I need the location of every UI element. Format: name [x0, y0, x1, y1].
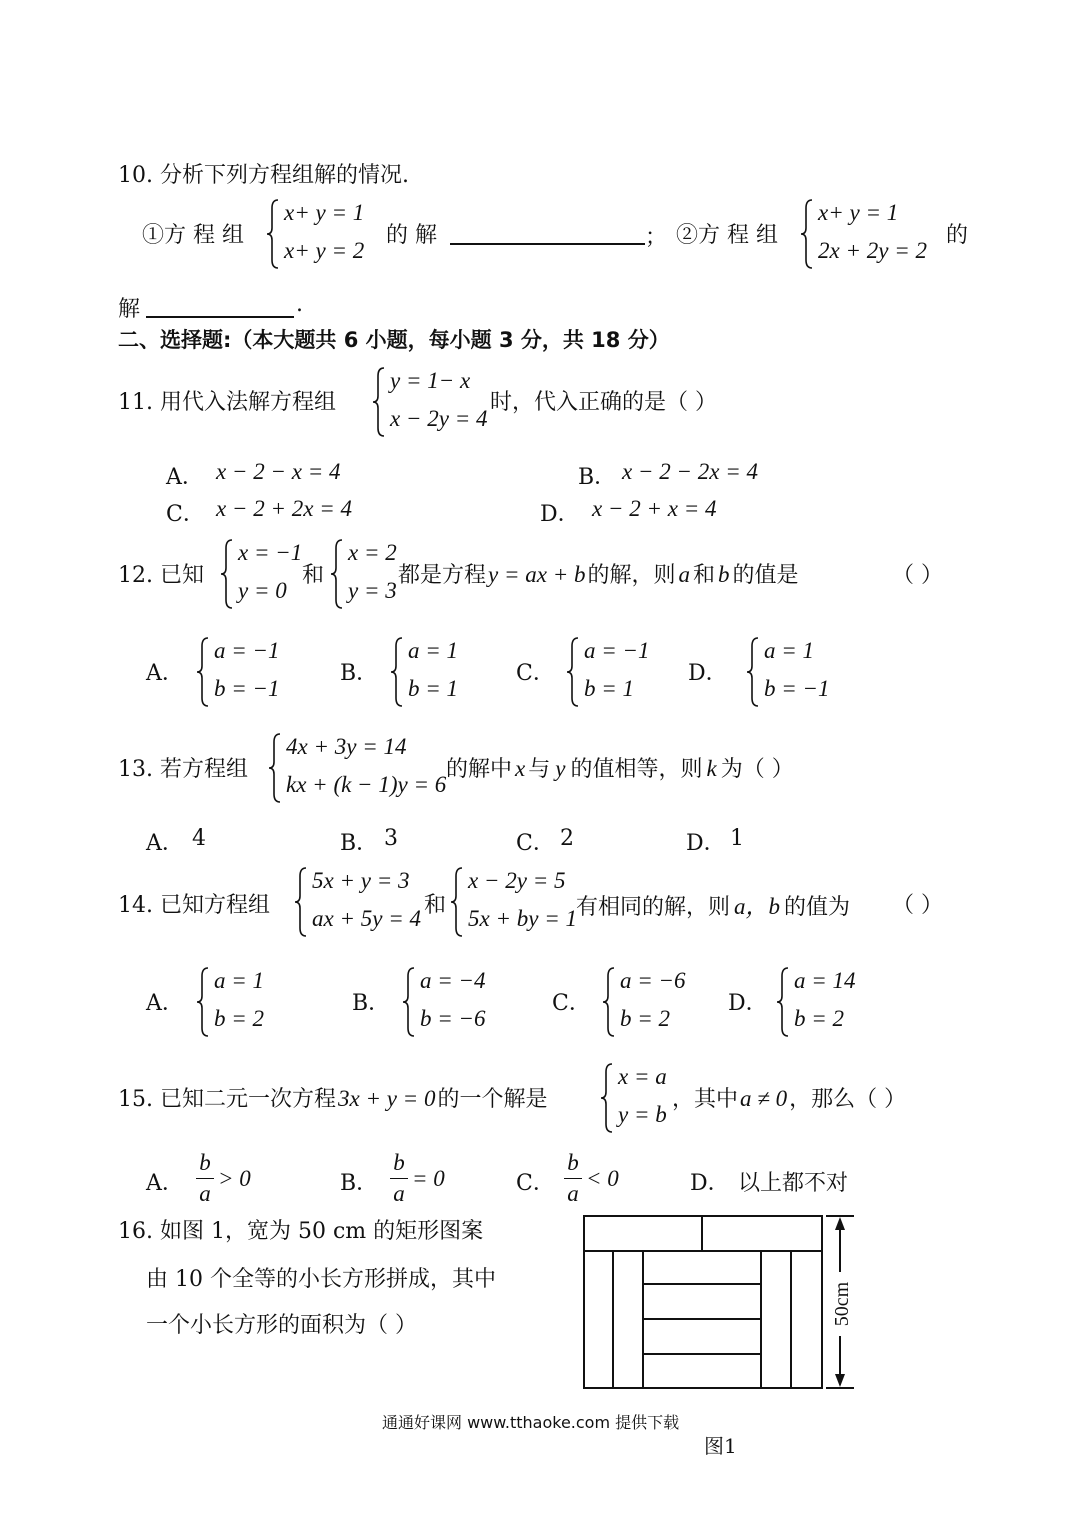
brace-icon: [600, 1062, 614, 1134]
q13-stem-b: [446, 752, 794, 783]
q15-eq2: y = b: [618, 1102, 667, 1127]
section-title: 二、选择题:（本大题共 6 小题，每小题 3 分，共 18 分）: [118, 328, 670, 352]
q14-option-b-eq2: b = −6: [420, 1006, 486, 1031]
q12-option-d-eq1: a = 1: [764, 638, 815, 663]
q14-option-a[interactable]: [196, 966, 296, 1038]
q12-option-c[interactable]: [566, 636, 666, 708]
q10-part2-tail: 的: [946, 223, 969, 248]
q14-option-d-label: D．: [728, 991, 768, 1016]
q13-k: k: [706, 756, 717, 781]
q14-option-c-eq1: a = −6: [620, 968, 686, 993]
q14-option-b[interactable]: [402, 966, 502, 1038]
q11-eq1: y = 1− x: [390, 368, 471, 393]
q11-option-a-label: A．: [166, 465, 204, 490]
q14-s1-eq2: ax + 5y = 4: [312, 906, 421, 931]
q14-stem-b-text: 有相同的解，则: [576, 895, 731, 920]
q13-eq1: 4x + 3y = 14: [286, 734, 407, 759]
q12-s2-eq2: y = 3: [348, 578, 397, 603]
q13-y: y: [555, 756, 566, 781]
brace-icon: [266, 198, 280, 270]
q12-var-b: b: [718, 562, 730, 587]
q11-option-b-label: B．: [578, 465, 617, 490]
q12-option-c-label: C．: [516, 661, 555, 686]
q13-eq2: kx + (k − 1)y = 6: [286, 772, 447, 797]
fraction-bar: [564, 1178, 582, 1179]
q11-option-c-label: C．: [166, 502, 205, 527]
q14-option-d[interactable]: [776, 966, 876, 1038]
dimension-label: 50cm: [831, 1281, 853, 1327]
q11-system: [372, 366, 502, 438]
brace-icon: [800, 198, 814, 270]
q12-option-b-eq2: b = 1: [408, 676, 459, 701]
q13-option-a-label: A．: [146, 831, 184, 856]
q15-option-b-den: a: [393, 1181, 405, 1206]
brace-icon: [330, 538, 344, 610]
q14-option-a-eq2: b = 2: [214, 1006, 265, 1031]
q13-stem-d: 为（ ）: [720, 757, 794, 782]
q13-option-d[interactable]: 1: [730, 826, 744, 851]
brace-icon: [196, 636, 210, 708]
q10-line2-end: .: [296, 292, 303, 317]
q14-system-2: [450, 866, 580, 938]
q14-stem-a: 14. 已知方程组: [118, 893, 270, 918]
q14-stem-c: 的值为: [784, 895, 851, 920]
q15-stem-a-text: 15. 已知二元一次方程: [118, 1087, 336, 1112]
brace-icon: [294, 866, 308, 938]
q15-stem-c-text: ，其中: [672, 1087, 739, 1112]
q12-option-c-eq2: b = 1: [584, 676, 635, 701]
q10-part2-label: ②方 程 组: [676, 223, 778, 248]
q10-line2-head: 解: [118, 297, 141, 322]
q14-option-b-label: B．: [352, 991, 391, 1016]
q12-answer-paren[interactable]: （ ）: [892, 563, 943, 588]
q15-option-c-label: C．: [516, 1171, 555, 1196]
q12-option-b[interactable]: [390, 636, 470, 708]
brace-icon: [196, 966, 210, 1038]
brace-icon: [450, 866, 464, 938]
q16-line2: 由 10 个全等的小长方形拼成，其中: [146, 1267, 496, 1292]
q12-option-d-label: D．: [688, 661, 728, 686]
q15-option-a-den: a: [199, 1181, 211, 1206]
q12-stem-d: 的值是: [732, 563, 799, 588]
q15-option-c-num: b: [567, 1150, 579, 1175]
q15-option-c-rel: < 0: [586, 1166, 619, 1191]
q15-option-a-rel: > 0: [218, 1166, 251, 1191]
q12-option-a-label: A．: [146, 661, 184, 686]
q15-option-d-label: D．: [690, 1171, 730, 1196]
q14-option-a-eq1: a = 1: [214, 968, 265, 993]
q11-stem-b: 时，代入正确的是（ ）: [490, 390, 717, 415]
q12-var-a: a: [678, 562, 690, 587]
q12-and: 和: [693, 563, 716, 588]
q12-system-1: [220, 538, 310, 610]
q14-answer-paren[interactable]: （ ）: [892, 893, 943, 918]
q15-eq1: x = a: [618, 1064, 667, 1089]
q13-stem-a: 13. 若方程组: [118, 757, 248, 782]
q10-answer-blank-1[interactable]: [450, 243, 645, 245]
q10-system-2-eq1: x+ y = 1: [818, 200, 899, 225]
fraction-bar: [390, 1178, 408, 1179]
q13-option-c[interactable]: 2: [560, 826, 574, 851]
q15-option-c-den: a: [567, 1181, 579, 1206]
q12-s1-eq2: y = 0: [238, 578, 287, 603]
q15-stem-a: [118, 1082, 547, 1113]
q11-option-c[interactable]: x − 2 + 2x = 4: [216, 496, 352, 521]
q12-s2-eq1: x = 2: [348, 540, 397, 565]
q14-option-d-eq2: b = 2: [794, 1006, 845, 1031]
q15-stem-c: [672, 1082, 906, 1113]
q16-figure: [578, 1210, 868, 1394]
q10-stem: 10. 分析下列方程组解的情况.: [118, 163, 409, 188]
figure-caption: 图1: [704, 1434, 737, 1458]
q15-option-b-fraction[interactable]: [390, 1150, 408, 1207]
q11-option-a[interactable]: x − 2 − x = 4: [216, 459, 341, 484]
q13-option-a[interactable]: 4: [192, 826, 206, 851]
q15-option-b-label: B．: [340, 1171, 379, 1196]
brace-icon: [390, 636, 404, 708]
q10-answer-blank-2[interactable]: [146, 316, 294, 318]
q12-option-d[interactable]: [746, 636, 846, 708]
q10-system-1: [266, 198, 396, 270]
q15-stem-d: ，那么（ ）: [789, 1087, 907, 1112]
q14-option-d-eq1: a = 14: [794, 968, 856, 993]
q15-option-a-fraction[interactable]: [196, 1150, 214, 1207]
q14-option-c[interactable]: [602, 966, 702, 1038]
q12-option-b-label: B．: [340, 661, 379, 686]
q12-stem-b-text: 都是方程: [398, 563, 487, 588]
q13-option-c-label: C．: [516, 831, 555, 856]
arrow-up-icon: [835, 1217, 845, 1230]
q16-line1: 16. 如图 1，宽为 50 cm 的矩形图案: [118, 1219, 484, 1244]
fraction-bar: [196, 1178, 214, 1179]
q14-s2-eq1: x − 2y = 5: [468, 868, 566, 893]
brace-icon: [372, 366, 386, 438]
q15-option-b-num: b: [393, 1150, 405, 1175]
q13-with: 与: [528, 757, 551, 782]
q15-condition: a ≠ 0: [740, 1086, 788, 1111]
q12-option-d-eq2: b = −1: [764, 676, 830, 701]
q10-system-1-eq2: x+ y = 2: [284, 238, 365, 263]
q12-s1-eq1: x = −1: [238, 540, 303, 565]
q10-separator: ；: [645, 225, 668, 250]
q13-system: [268, 732, 448, 804]
q13-option-b[interactable]: 3: [384, 826, 398, 851]
q11-option-d[interactable]: x − 2 + x = 4: [592, 496, 717, 521]
q11-option-d-label: D．: [540, 502, 580, 527]
q14-option-c-eq2: b = 2: [620, 1006, 671, 1031]
q15-option-c-fraction[interactable]: [564, 1150, 582, 1207]
footer-watermark: 通通好课网 www.tthaoke.com 提供下载: [382, 1413, 680, 1432]
q10-system-2: [800, 198, 940, 270]
brace-icon: [566, 636, 580, 708]
q11-stem-a: 11. 用代入法解方程组: [118, 390, 336, 415]
q10-part1-tail: 的 解: [386, 223, 437, 248]
q14-option-a-label: A．: [146, 991, 184, 1016]
q12-stem-b: [398, 558, 799, 589]
q15-option-a-num: b: [199, 1150, 211, 1175]
q12-option-a-eq2: b = −1: [214, 676, 280, 701]
arrow-down-icon: [835, 1374, 845, 1387]
q12-equation: y = ax + b: [488, 562, 586, 587]
q10-system-2-eq2: 2x + 2y = 2: [818, 238, 927, 263]
q10-part1-label: ①方 程 组: [142, 223, 244, 248]
brace-icon: [402, 966, 416, 1038]
q11-option-b[interactable]: x − 2 − 2x = 4: [622, 459, 758, 484]
q12-stem-c: 的解，则: [587, 563, 676, 588]
q12-option-a[interactable]: [196, 636, 296, 708]
q13-option-b-label: B．: [340, 831, 379, 856]
q15-option-b-rel: = 0: [412, 1166, 445, 1191]
q13-option-d-label: D．: [686, 831, 726, 856]
q14-mid: 和: [424, 893, 447, 918]
brace-icon: [220, 538, 234, 610]
brace-icon: [602, 966, 616, 1038]
q12-option-c-eq1: a = −1: [584, 638, 650, 663]
q15-option-d[interactable]: 以上都不对: [738, 1171, 849, 1196]
q13-x: x: [515, 756, 526, 781]
q15-option-a-label: A．: [146, 1171, 184, 1196]
q11-eq2: x − 2y = 4: [390, 406, 488, 431]
q14-stem-b: [576, 888, 850, 921]
q14-s2-eq2: 5x + by = 1: [468, 906, 577, 931]
q14-s1-eq1: 5x + y = 3: [312, 868, 410, 893]
q13-stem-c: 的值相等，则: [570, 757, 703, 782]
brace-icon: [746, 636, 760, 708]
q14-system-1: [294, 866, 424, 938]
q10-system-1-eq1: x+ y = 1: [284, 200, 365, 225]
q16-line3: 一个小长方形的面积为（ ）: [146, 1313, 417, 1338]
q14-option-b-eq1: a = −4: [420, 968, 486, 993]
brace-icon: [776, 966, 790, 1038]
q12-option-b-eq1: a = 1: [408, 638, 459, 663]
q15-stem-b: 的一个解是: [437, 1087, 548, 1112]
q13-stem-b-text: 的解中: [446, 757, 513, 782]
q12-stem-a: 12. 已知: [118, 563, 204, 588]
q14-vars: a，b: [734, 894, 781, 919]
q12-option-a-eq1: a = −1: [214, 638, 280, 663]
q15-equation: 3x + y = 0: [337, 1086, 436, 1111]
q14-option-c-label: C．: [552, 991, 591, 1016]
q12-mid: 和: [302, 563, 325, 588]
brace-icon: [268, 732, 282, 804]
